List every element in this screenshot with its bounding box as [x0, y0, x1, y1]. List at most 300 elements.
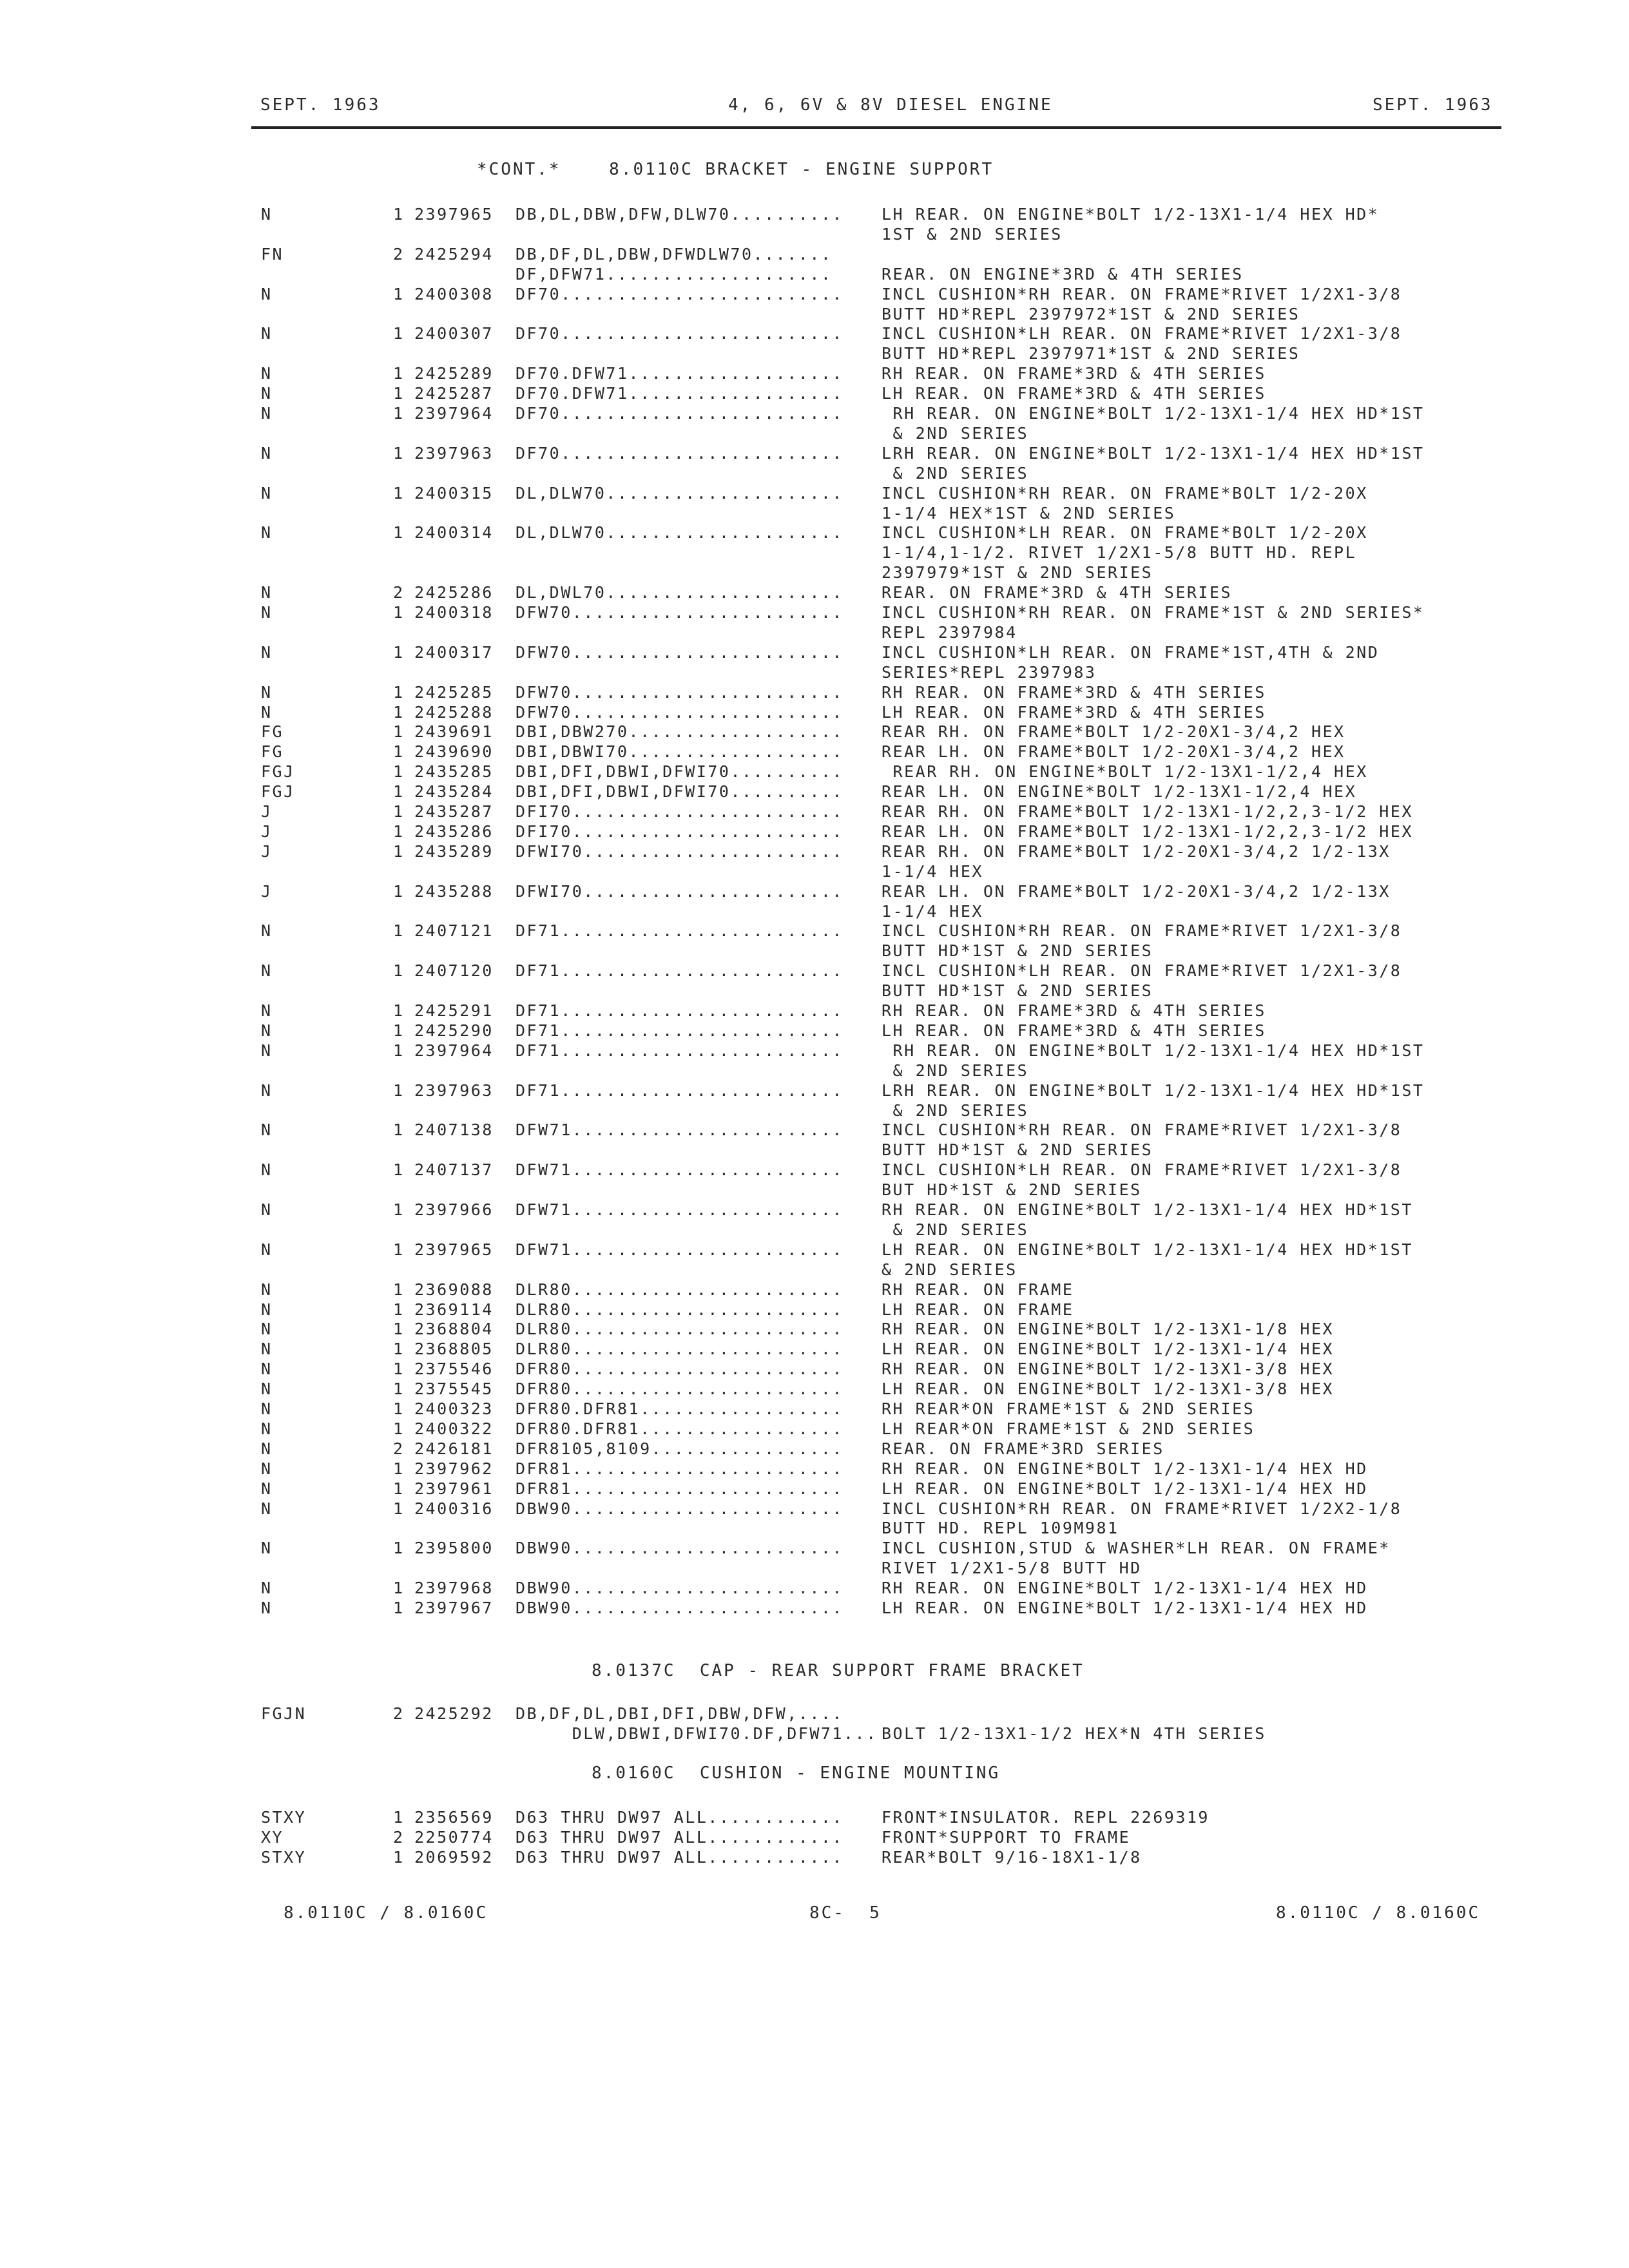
model-usage: DBI,DFI,DBWI,DFWI70..........	[516, 782, 843, 802]
part-description: REAR RH. ON FRAME*BOLT 1/2-13X1-1/2,2,3-1/2 HEX	[882, 802, 1413, 821]
quantity: 1	[393, 742, 405, 762]
source-code: N	[261, 1379, 273, 1399]
parts-row-continuation	[0, 902, 1629, 921]
quantity: 1	[393, 1808, 405, 1827]
model-usage: DBI,DBW270...................	[516, 722, 843, 742]
model-usage: DLW,DBWI,DFWI70.DF,DFW71...	[516, 1724, 878, 1743]
source-code: N	[261, 364, 273, 383]
part-description: LH REAR. ON ENGINE*BOLT 1/2-13X1-3/8 HEX	[882, 1379, 1335, 1399]
parts-row	[0, 583, 1629, 602]
source-code: N	[261, 583, 273, 602]
source-code: N	[261, 1280, 273, 1299]
part-number: 2395800	[414, 1539, 494, 1558]
quantity: 1	[393, 822, 405, 841]
part-description: REAR RH. ON FRAME*BOLT 1/2-20X1-3/4,2 1/2-13X	[882, 841, 1391, 861]
source-code: N	[261, 1300, 273, 1319]
parts-row	[0, 1439, 1629, 1459]
source-code: N	[261, 1200, 273, 1219]
parts-row	[0, 1120, 1629, 1140]
part-description: 1-1/4 HEX	[882, 901, 983, 921]
parts-row	[0, 1808, 1629, 1827]
header-date-left: SEPT. 1963	[260, 95, 381, 115]
source-code: N	[261, 1021, 273, 1040]
part-number: 2425292	[414, 1704, 494, 1723]
part-number: 2397966	[414, 1200, 494, 1219]
part-number: 2400316	[414, 1499, 494, 1518]
quantity: 1	[393, 1579, 405, 1598]
model-usage: DFW71........................	[516, 1240, 843, 1259]
parts-row	[0, 1599, 1629, 1618]
source-code: N	[261, 443, 273, 463]
part-number: 2425286	[414, 583, 494, 602]
part-number: 2397964	[414, 404, 494, 423]
source-code: N	[261, 702, 273, 722]
part-number: 2425290	[414, 1021, 494, 1040]
source-code: N	[261, 1499, 273, 1518]
part-number: 2375545	[414, 1379, 494, 1399]
model-usage: DLR80........................	[516, 1340, 843, 1359]
part-number: 2407137	[414, 1160, 494, 1180]
part-description: & 2ND SERIES	[882, 1100, 1029, 1120]
model-usage: D63 THRU DW97 ALL............	[516, 1847, 843, 1867]
part-description: INCL CUSHION*RH REAR. ON FRAME*RIVET 1/2X1-3/8	[882, 921, 1402, 941]
quantity: 1	[393, 782, 405, 802]
parts-row-continuation	[0, 663, 1629, 682]
model-usage: DFR81........................	[516, 1479, 843, 1498]
part-description: SERIES*REPL 2397983	[882, 662, 1097, 682]
quantity: 1	[393, 722, 405, 742]
part-number: 2397963	[414, 1081, 494, 1100]
model-usage: DFW71........................	[516, 1200, 843, 1219]
part-description: REAR. ON ENGINE*3RD & 4TH SERIES	[882, 264, 1244, 284]
part-description: RH REAR. ON ENGINE*BOLT 1/2-13X1-1/4 HEX HD*1ST	[882, 404, 1425, 423]
quantity: 1	[393, 921, 405, 941]
part-description: FRONT*INSULATOR. REPL 2269319	[882, 1808, 1210, 1827]
part-number: 2368805	[414, 1340, 494, 1359]
model-usage: DFW70........................	[516, 682, 843, 702]
model-usage: DF71.........................	[516, 1001, 843, 1020]
part-description: INCL CUSHION*LH REAR. ON FRAME*BOLT 1/2-20X	[882, 523, 1368, 543]
quantity: 1	[393, 1599, 405, 1617]
parts-row	[0, 404, 1629, 423]
part-description: LH REAR. ON FRAME*3RD & 4TH SERIES	[882, 1021, 1266, 1040]
source-code: N	[261, 682, 273, 702]
part-description: BUTT HD*REPL 2397972*1ST & 2ND SERIES	[882, 304, 1300, 323]
model-usage: DF71.........................	[516, 961, 843, 981]
model-usage: DF70.........................	[516, 284, 843, 303]
part-description: INCL CUSHION*LH REAR. ON FRAME*1ST,4TH & 2ND	[882, 642, 1380, 662]
parts-row-continuation	[0, 1724, 1629, 1744]
quantity: 1	[393, 1399, 405, 1418]
source-code: N	[261, 1399, 273, 1418]
model-usage: DF70.........................	[516, 443, 843, 463]
source-code: N	[261, 1320, 273, 1339]
model-usage: DLR80........................	[516, 1320, 843, 1339]
model-usage: DFR81........................	[516, 1459, 843, 1478]
part-description: RH REAR. ON ENGINE*BOLT 1/2-13X1-1/4 HEX HD*1ST	[882, 1200, 1413, 1219]
part-description: RH REAR. ON ENGINE*BOLT 1/2-13X1-1/4 HEX HD	[882, 1459, 1368, 1478]
part-number: 2397961	[414, 1479, 494, 1498]
parts-row-continuation	[0, 464, 1629, 483]
quantity: 1	[393, 1499, 405, 1518]
part-description: REAR RH. ON ENGINE*BOLT 1/2-13X1-1/2,4 HEX	[882, 762, 1368, 782]
quantity: 1	[393, 1379, 405, 1399]
source-code: N	[261, 324, 273, 343]
quantity: 1	[393, 841, 405, 861]
parts-row-continuation	[0, 344, 1629, 363]
source-code: FN	[261, 244, 284, 264]
quantity: 1	[393, 603, 405, 622]
part-description: REAR. ON FRAME*3RD SERIES	[882, 1439, 1164, 1458]
quantity: 1	[393, 1539, 405, 1558]
parts-row	[0, 1360, 1629, 1379]
parts-row	[0, 1579, 1629, 1598]
part-description: LRH REAR. ON ENGINE*BOLT 1/2-13X1-1/4 HEX HD*1ST	[882, 443, 1425, 463]
part-description: & 2ND SERIES	[882, 1220, 1029, 1239]
source-code: N	[261, 961, 273, 981]
quantity: 1	[393, 1320, 405, 1339]
parts-row-continuation	[0, 981, 1629, 1001]
part-number: 2425289	[414, 364, 494, 383]
part-number: 2400307	[414, 324, 494, 343]
part-description: LRH REAR. ON ENGINE*BOLT 1/2-13X1-1/4 HEX HD*1ST	[882, 1081, 1425, 1100]
source-code: N	[261, 205, 273, 224]
part-number: 2435287	[414, 802, 494, 821]
parts-row	[0, 1081, 1629, 1100]
parts-row	[0, 245, 1629, 264]
part-description: INCL CUSHION*LH REAR. ON FRAME*RIVET 1/2X1-3/8	[882, 324, 1402, 343]
model-usage: DB,DF,DL,DBW,DFWDLW70.......	[516, 244, 833, 264]
parts-row	[0, 762, 1629, 782]
source-code: FGJN	[261, 1704, 307, 1723]
part-description: INCL CUSHION,STUD & WASHER*LH REAR. ON FRAME*	[882, 1539, 1391, 1558]
parts-row	[0, 1340, 1629, 1359]
part-number: 2250774	[414, 1827, 494, 1847]
parts-row-continuation	[0, 941, 1629, 961]
model-usage: DF,DFW71....................	[516, 264, 833, 284]
quantity: 1	[393, 364, 405, 383]
part-number: 2435289	[414, 841, 494, 861]
source-code: N	[261, 1081, 273, 1100]
parts-row	[0, 364, 1629, 383]
source-code: N	[261, 921, 273, 941]
part-description: RH REAR. ON FRAME*3RD & 4TH SERIES	[882, 1001, 1266, 1020]
part-number: 2435285	[414, 762, 494, 782]
parts-row	[0, 842, 1629, 861]
model-usage: DFW71........................	[516, 1160, 843, 1180]
part-description: LH REAR. ON ENGINE*BOLT 1/2-13X1-1/4 HEX HD*	[882, 205, 1380, 224]
part-description: 1ST & 2ND SERIES	[882, 224, 1063, 244]
part-number: 2407138	[414, 1120, 494, 1140]
quantity: 1	[393, 205, 405, 224]
parts-row-continuation	[0, 1061, 1629, 1081]
parts-row	[0, 643, 1629, 662]
part-description: INCL CUSHION*RH REAR. ON FRAME*BOLT 1/2-20X	[882, 483, 1368, 503]
quantity: 1	[393, 1340, 405, 1359]
parts-row	[0, 1459, 1629, 1479]
quantity: 1	[393, 284, 405, 303]
parts-row-continuation	[0, 862, 1629, 881]
source-code: N	[261, 603, 273, 622]
source-code: N	[261, 1539, 273, 1558]
model-usage: DFWI70.......................	[516, 841, 843, 861]
parts-row	[0, 603, 1629, 622]
parts-row	[0, 384, 1629, 403]
parts-row-continuation	[0, 1559, 1629, 1578]
footer-section-range-left: 8.0110C / 8.0160C	[284, 1903, 488, 1923]
part-number: 2439691	[414, 722, 494, 742]
footer-section-range-right: 8.0110C / 8.0160C	[1276, 1903, 1481, 1923]
model-usage: DFR80........................	[516, 1379, 843, 1399]
header-date-right: SEPT. 1963	[1373, 95, 1493, 115]
part-description: 2397979*1ST & 2ND SERIES	[882, 563, 1153, 582]
model-usage: DF70.........................	[516, 404, 843, 423]
part-number: 2400315	[414, 483, 494, 503]
part-description: INCL CUSHION*LH REAR. ON FRAME*RIVET 1/2X1-3/8	[882, 961, 1402, 981]
quantity: 1	[393, 762, 405, 782]
model-usage: DF70.........................	[516, 324, 843, 343]
parts-row-continuation	[0, 563, 1629, 582]
parts-row	[0, 1160, 1629, 1180]
part-number: 2397967	[414, 1599, 494, 1617]
part-number: 2368804	[414, 1320, 494, 1339]
source-code: N	[261, 1340, 273, 1359]
part-description: 1-1/4,1-1/2. RIVET 1/2X1-5/8 BUTT HD. REPL	[882, 543, 1357, 562]
parts-row	[0, 683, 1629, 702]
parts-row	[0, 802, 1629, 822]
source-code: N	[261, 284, 273, 303]
part-number: 2425288	[414, 702, 494, 722]
model-usage: DL,DLW70.....................	[516, 483, 843, 503]
parts-row	[0, 703, 1629, 722]
part-description: INCL CUSHION*RH REAR. ON FRAME*RIVET 1/2X2-1/8	[882, 1499, 1402, 1518]
part-description: RH REAR. ON ENGINE*BOLT 1/2-13X1-1/4 HEX HD	[882, 1579, 1368, 1598]
quantity: 1	[393, 1419, 405, 1438]
quantity: 1	[393, 324, 405, 343]
model-usage: DFI70........................	[516, 802, 843, 821]
parts-row	[0, 1479, 1629, 1499]
parts-row-continuation	[0, 1101, 1629, 1120]
quantity: 1	[393, 384, 405, 403]
parts-row-continuation	[0, 1220, 1629, 1240]
quantity: 2	[393, 1439, 405, 1458]
part-description: & 2ND SERIES	[882, 1260, 1017, 1279]
source-code: FGJ	[261, 762, 295, 782]
model-usage: DFI70........................	[516, 822, 843, 841]
model-usage: DL,DWL70.....................	[516, 583, 843, 602]
part-number: 2425287	[414, 384, 494, 403]
model-usage: DF71.........................	[516, 921, 843, 941]
model-usage: DFR8105,8109.................	[516, 1439, 843, 1458]
part-number: 2397963	[414, 443, 494, 463]
model-usage: DF70.DFW71...................	[516, 364, 843, 383]
parts-row-continuation	[0, 424, 1629, 443]
part-description: REAR. ON FRAME*3RD & 4TH SERIES	[882, 583, 1233, 602]
part-number: 2400318	[414, 603, 494, 622]
parts-row	[0, 1240, 1629, 1260]
parts-row-continuation	[0, 543, 1629, 562]
source-code: N	[261, 1360, 273, 1379]
parts-row	[0, 742, 1629, 762]
quantity: 1	[393, 682, 405, 702]
part-description: LH REAR. ON ENGINE*BOLT 1/2-13X1-1/4 HEX HD*1ST	[882, 1240, 1413, 1259]
part-number: 2435284	[414, 782, 494, 802]
parts-row-continuation	[0, 305, 1629, 324]
parts-row	[0, 1379, 1629, 1399]
model-usage: DBW90........................	[516, 1599, 843, 1617]
part-number: 2069592	[414, 1847, 494, 1867]
parts-row	[0, 523, 1629, 543]
source-code: FG	[261, 742, 284, 762]
part-number: 2425294	[414, 244, 494, 264]
model-usage: DFR80.DFR81..................	[516, 1399, 843, 1418]
part-number: 2426181	[414, 1439, 494, 1458]
part-description: & 2ND SERIES	[882, 463, 1029, 483]
part-number: 2435286	[414, 822, 494, 841]
part-description: LH REAR. ON FRAME*3RD & 4TH SERIES	[882, 702, 1266, 722]
source-code: FGJ	[261, 782, 295, 802]
source-code: N	[261, 1120, 273, 1140]
quantity: 1	[393, 1459, 405, 1478]
parts-row	[0, 1280, 1629, 1300]
source-code: FG	[261, 722, 284, 742]
model-usage: DF71.........................	[516, 1021, 843, 1040]
model-usage: DL,DLW70.....................	[516, 523, 843, 543]
parts-row-continuation	[0, 265, 1629, 284]
source-code: J	[261, 802, 273, 821]
part-description: RH REAR. ON ENGINE*BOLT 1/2-13X1-3/8 HEX	[882, 1360, 1335, 1379]
header-title: 4, 6, 6V & 8V DIESEL ENGINE	[728, 95, 1053, 115]
model-usage: DBI,DFI,DBWI,DFWI70..........	[516, 762, 843, 782]
source-code: N	[261, 1439, 273, 1458]
source-code: J	[261, 841, 273, 861]
quantity: 1	[393, 1081, 405, 1100]
source-code: N	[261, 384, 273, 403]
model-usage: DLR80........................	[516, 1280, 843, 1299]
part-number: 2397968	[414, 1579, 494, 1598]
part-number: 2435288	[414, 881, 494, 901]
part-description: LH REAR. ON ENGINE*BOLT 1/2-13X1-1/4 HEX HD	[882, 1479, 1368, 1498]
parts-row	[0, 484, 1629, 503]
part-description: BUTT HD*REPL 2397971*1ST & 2ND SERIES	[882, 344, 1300, 363]
part-description: REAR LH. ON FRAME*BOLT 1/2-13X1-1/2,2,3-1/2 HEX	[882, 822, 1413, 841]
part-description: FRONT*SUPPORT TO FRAME	[882, 1827, 1131, 1847]
parts-row-continuation	[0, 1140, 1629, 1160]
part-description: 1-1/4 HEX	[882, 861, 983, 881]
parts-row	[0, 1399, 1629, 1419]
part-description: LH REAR. ON ENGINE*BOLT 1/2-13X1-1/4 HEX	[882, 1340, 1335, 1359]
section-title: *CONT.* 8.0110C BRACKET - ENGINE SUPPORT	[477, 160, 994, 179]
source-code: N	[261, 1579, 273, 1598]
quantity: 1	[393, 881, 405, 901]
source-code: N	[261, 404, 273, 423]
part-description: BUTT HD*1ST & 2ND SERIES	[882, 1140, 1153, 1160]
part-number: 2407120	[414, 961, 494, 981]
part-number: 2425291	[414, 1001, 494, 1020]
parts-row	[0, 285, 1629, 304]
model-usage: DB,DF,DL,DBI,DFI,DBW,DFW,....	[516, 1704, 843, 1723]
source-code: N	[261, 483, 273, 503]
model-usage: DFW70........................	[516, 603, 843, 622]
part-number: 2400314	[414, 523, 494, 543]
header-rule	[251, 126, 1501, 129]
parts-row	[0, 1001, 1629, 1021]
parts-row	[0, 921, 1629, 941]
model-usage: DLR80........................	[516, 1300, 843, 1319]
parts-row	[0, 1499, 1629, 1519]
part-number: 2369088	[414, 1280, 494, 1299]
part-description: & 2ND SERIES	[882, 423, 1029, 443]
part-number: 2356569	[414, 1808, 494, 1827]
quantity: 1	[393, 1240, 405, 1259]
quantity: 1	[393, 404, 405, 423]
part-description: REAR LH. ON FRAME*BOLT 1/2-20X1-3/4,2 HEX	[882, 742, 1345, 762]
model-usage: DB,DL,DBW,DFW,DLW70..........	[516, 205, 843, 224]
section-title: 8.0137C CAP - REAR SUPPORT FRAME BRACKET	[592, 1661, 1084, 1680]
quantity: 2	[393, 244, 405, 264]
source-code: N	[261, 1001, 273, 1020]
part-number: 2400322	[414, 1419, 494, 1438]
quantity: 1	[393, 961, 405, 981]
part-number: 2439690	[414, 742, 494, 762]
parts-row	[0, 205, 1629, 224]
quantity: 2	[393, 1704, 405, 1723]
model-usage: DBI,DBWI70...................	[516, 742, 843, 762]
section-title: 8.0160C CUSHION - ENGINE MOUNTING	[592, 1763, 1001, 1783]
part-description: REPL 2397984	[882, 622, 1017, 642]
source-code: N	[261, 1041, 273, 1060]
source-code: J	[261, 822, 273, 841]
part-description: RH REAR*ON FRAME*1ST & 2ND SERIES	[882, 1399, 1255, 1418]
quantity: 1	[393, 1001, 405, 1020]
model-usage: DFR80.DFR81..................	[516, 1419, 843, 1438]
parts-row	[0, 1828, 1629, 1847]
part-description: INCL CUSHION*LH REAR. ON FRAME*RIVET 1/2X1-3/8	[882, 1160, 1402, 1180]
quantity: 1	[393, 1200, 405, 1219]
parts-row	[0, 1300, 1629, 1320]
source-code: N	[261, 1599, 273, 1617]
source-code: N	[261, 523, 273, 543]
quantity: 1	[393, 1021, 405, 1040]
quantity: 1	[393, 1360, 405, 1379]
model-usage: DBW90........................	[516, 1539, 843, 1558]
footer-page-number: 8C- 5	[809, 1903, 882, 1923]
parts-row-continuation	[0, 504, 1629, 523]
model-usage: DF70.DFW71...................	[516, 384, 843, 403]
part-description: LH REAR. ON ENGINE*BOLT 1/2-13X1-1/4 HEX HD	[882, 1599, 1368, 1617]
part-description: INCL CUSHION*RH REAR. ON FRAME*1ST & 2ND SERIES*	[882, 603, 1425, 622]
quantity: 1	[393, 1280, 405, 1299]
part-description: INCL CUSHION*RH REAR. ON FRAME*RIVET 1/2X1-3/8	[882, 1120, 1402, 1140]
quantity: 1	[393, 1041, 405, 1060]
part-description: RH REAR. ON ENGINE*BOLT 1/2-13X1-1/4 HEX HD*1ST	[882, 1041, 1425, 1060]
part-number: 2400308	[414, 284, 494, 303]
source-code: N	[261, 1479, 273, 1498]
parts-row	[0, 961, 1629, 981]
parts-row	[0, 324, 1629, 343]
quantity: 1	[393, 642, 405, 662]
part-number: 2397964	[414, 1041, 494, 1060]
part-description: INCL CUSHION*RH REAR. ON FRAME*RIVET 1/2X1-3/8	[882, 284, 1402, 303]
part-description: BUTT HD*1ST & 2ND SERIES	[882, 981, 1153, 1001]
model-usage: DFW70........................	[516, 702, 843, 722]
parts-row-continuation	[0, 225, 1629, 244]
quantity: 1	[393, 802, 405, 821]
quantity: 2	[393, 1827, 405, 1847]
parts-row	[0, 1704, 1629, 1724]
parts-row-continuation	[0, 1180, 1629, 1200]
quantity: 2	[393, 583, 405, 602]
